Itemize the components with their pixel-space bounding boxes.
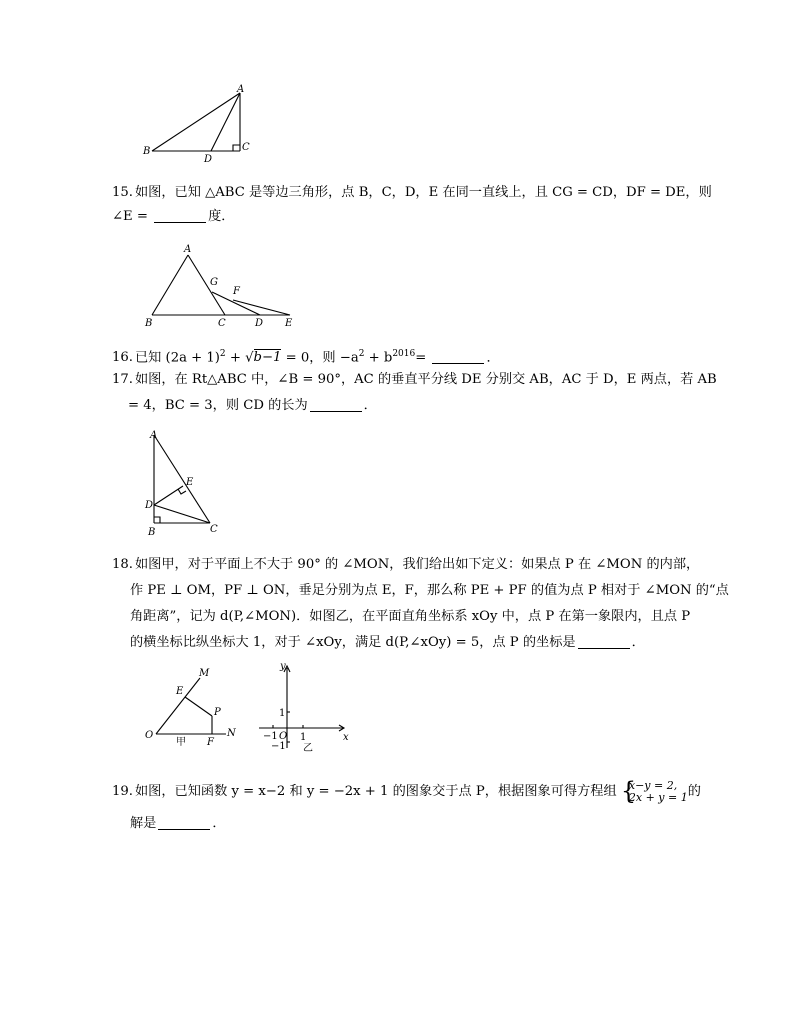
q18-line1	[112, 552, 702, 578]
question-number: 15.	[112, 185, 133, 200]
label-a: A	[184, 244, 192, 255]
question-number: 16.	[112, 350, 133, 366]
label-d: D	[255, 318, 264, 329]
axis-label-x: x	[343, 732, 349, 743]
q18-text-suffix: ．	[631, 635, 645, 650]
figure-q17-right-triangle	[142, 425, 227, 540]
answer-blank-q17[interactable]	[310, 396, 362, 412]
answer-blank-q18[interactable]	[578, 633, 630, 649]
q16-exp3: 2016	[392, 349, 416, 359]
tick-label-x-neg1: −1	[263, 731, 278, 742]
question-15	[112, 180, 712, 230]
equation-1: x−y = 2,	[628, 778, 678, 792]
label-b: B	[143, 146, 151, 157]
equation-2: 2x + y = 1	[628, 790, 688, 804]
figure-q14-triangle	[140, 84, 260, 164]
question-number: 18.	[112, 557, 133, 572]
q15-text-line1: 如图，已知 △ABC 是等边三角形，点 B，C，D，E 在同一直线上，且 CG = CD，DF = DE，则	[134, 185, 712, 200]
label-m: M	[199, 668, 210, 679]
tick-label-y-neg1: −1	[271, 741, 286, 752]
q16-mid2: + b	[364, 350, 393, 366]
answer-blank-q15[interactable]	[154, 207, 206, 223]
q18-line2: 作 PE ⊥ OM，PF ⊥ ON，垂足分别为点 E，F，那么称 PE + PF 的值为点 P 相对于 ∠MON 的“点	[130, 583, 729, 598]
equation-system	[620, 776, 688, 805]
q16-exp2: 2	[358, 349, 365, 359]
q16-mid: = 0，则 −a	[281, 350, 359, 366]
label-e: E	[176, 686, 184, 697]
q16-exp1: 2	[219, 349, 226, 359]
q18-line4	[112, 630, 702, 656]
label-o: O	[145, 730, 154, 741]
question-17	[112, 367, 717, 419]
answer-blank-q19[interactable]	[158, 814, 210, 830]
label-g: G	[210, 277, 218, 288]
q15-text-prefix: ∠E =	[112, 209, 153, 224]
q16-plus: +	[225, 350, 246, 366]
q16-prefix: 已知 (2a + 1)	[134, 350, 220, 366]
question-number: 17.	[112, 372, 133, 387]
q19-answer-prefix: 解是	[130, 816, 157, 831]
q16-radicand: b−1	[253, 350, 282, 366]
figure-q18-axes-yi	[255, 660, 355, 755]
question-number: 19.	[112, 784, 133, 799]
label-a: A	[150, 430, 158, 441]
q17-text-line1: 如图，在 Rt△ABC 中，∠B = 90°，AC 的垂直平分线 DE 分别交 AB，AC 于 D，E 两点，若 AB	[134, 372, 717, 387]
label-f: F	[233, 286, 240, 297]
question-19	[112, 776, 702, 837]
axis-label-y: y	[280, 661, 286, 672]
q17-text-prefix: = 4，BC = 3，则 CD 的长为	[128, 398, 308, 413]
q19-answer-suffix: ．	[212, 816, 226, 831]
q15-text-suffix: 度．	[208, 209, 235, 224]
q18-text-line1: 如图甲，对于平面上不大于 90° 的 ∠MON，我们给出如下定义：如果点 P 在 ∠MON 的内部，	[134, 557, 700, 572]
q17-text-suffix: ．	[363, 398, 377, 413]
label-p: P	[214, 707, 221, 718]
figure-q18-angle-jia	[142, 665, 247, 750]
q19-text-prefix: 如图，已知函数 y = x−2 和 y = −2x + 1 的图象交于点 P，根据图象可得方程组	[134, 784, 617, 799]
label-d: D	[145, 500, 154, 511]
q16-suffix: ．	[486, 350, 500, 366]
label-f: F	[207, 737, 214, 748]
q17-line1	[112, 367, 717, 393]
label-a: A	[237, 84, 245, 95]
brace-icon: {	[620, 776, 637, 805]
label-b: B	[148, 527, 156, 538]
tick-label-x-1: 1	[300, 732, 307, 743]
label-c: C	[210, 524, 218, 535]
q19-line1	[112, 776, 702, 805]
label-e: E	[186, 477, 194, 488]
q18-text-prefix: 的横坐标比纵坐标大 1，对于 ∠xOy，满足 d(P,∠xOy) = 5，点 P 的坐标是	[130, 635, 576, 650]
label-origin: O	[279, 731, 288, 742]
q19-text-suffix: 的	[687, 784, 701, 799]
figure-q15-equilateral	[140, 240, 305, 332]
q16-eq: =	[415, 350, 431, 366]
label-c: C	[218, 318, 226, 329]
label-b: B	[145, 318, 153, 329]
q18-line3: 角距离”，记为 d(P,∠MON)．如图乙，在平面直角坐标系 xOy 中，点 P 在第一象限内，且点 P	[130, 609, 691, 624]
sqrt-icon: √	[245, 350, 254, 366]
label-n: N	[227, 728, 236, 739]
label-jia: 甲	[176, 737, 186, 748]
answer-blank-q16[interactable]	[432, 348, 484, 364]
q15-line1	[112, 180, 712, 206]
q17-line2	[112, 393, 702, 419]
tick-label-y-1: 1	[279, 708, 286, 719]
label-yi: 乙	[303, 743, 313, 754]
label-e: E	[285, 318, 293, 329]
label-c: C	[242, 142, 250, 153]
question-18	[112, 552, 729, 656]
q19-line2	[112, 811, 702, 837]
label-d: D	[204, 154, 213, 164]
q15-line2	[112, 204, 702, 230]
